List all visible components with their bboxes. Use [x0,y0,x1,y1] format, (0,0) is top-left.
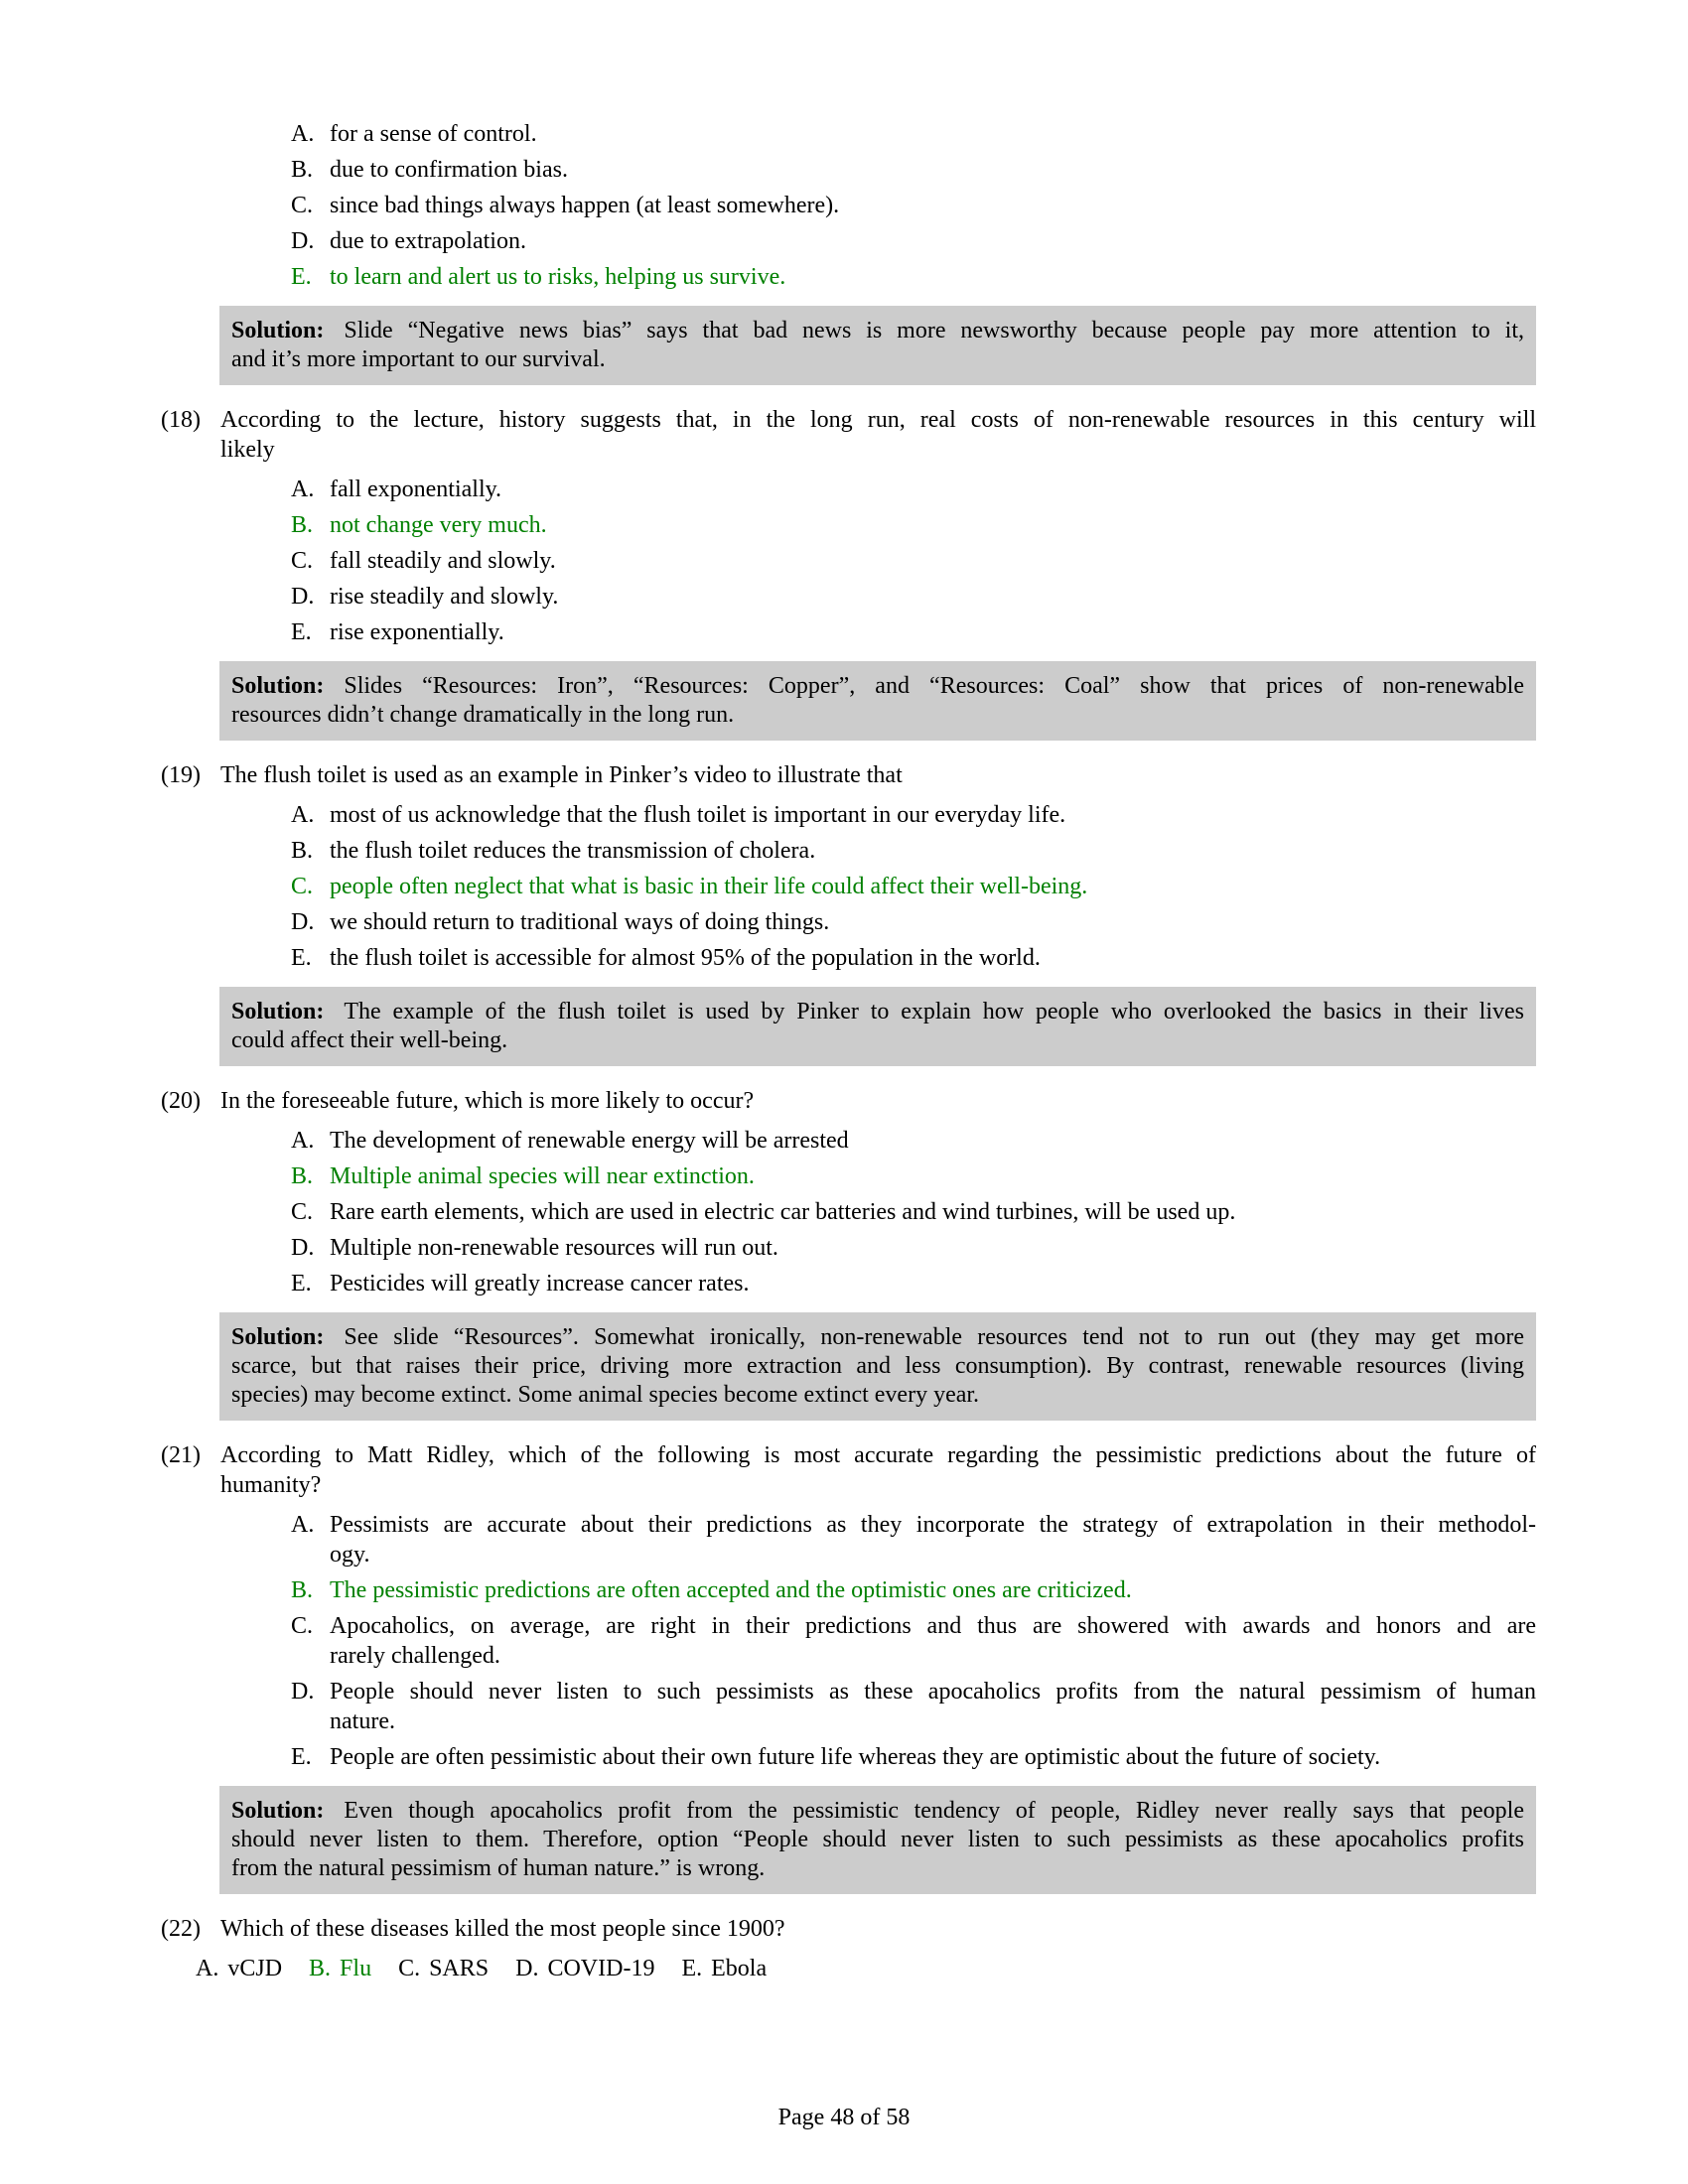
question-text-line: humanity? [220,1472,322,1498]
solution-label: Solution: [231,673,325,699]
question-item [161,405,1536,465]
option-text-line: rise exponentially. [330,619,504,645]
option-text [330,155,1536,185]
option-text-line: People should never listen to such pessimists as these apocaholics profits from the natural pessimism of human [330,1679,1536,1705]
option-text-line: Multiple animal species will near extinction. [330,1163,755,1189]
option-label: E. [291,945,312,971]
option-label: A. [291,1512,315,1538]
option-label: B. [309,1956,332,1981]
option-text-line: Rare earth elements, which are used in electric car batteries and wind turbines, will be used up. [330,1199,1236,1225]
option-label: A. [291,121,315,147]
option-text [330,119,1536,149]
option-text: vCJD [227,1956,283,1981]
option-text [330,1575,1536,1605]
option-item [291,1161,1536,1191]
option-item [291,582,1536,612]
solution-box [219,306,1536,385]
question-number: (21) [161,1442,201,1468]
question-text-line: According to Matt Ridley, which of the following is most accurate regarding the pessimistic predictions about the future of [220,1442,1536,1468]
option-label: E. [291,264,312,290]
question-number: (22) [161,1916,201,1942]
option-text [330,226,1536,256]
option-text: Flu [340,1956,372,1981]
option-label: B. [291,1577,314,1603]
option-text [330,546,1536,576]
solution-text-line: from the natural pessimism of human nature.” is wrong. [231,1855,766,1881]
option-text-line: most of us acknowledge that the flush toilet is important in our everyday life. [330,802,1066,828]
option-item [291,1510,1536,1570]
option-text-line: fall exponentially. [330,477,502,502]
question-item [161,1440,1536,1500]
option-label: C. [291,1613,314,1639]
option-item [291,1233,1536,1263]
option-item [196,1954,282,1983]
option-text [330,872,1536,901]
option-item [291,1126,1536,1156]
option-item [681,1954,767,1983]
options-inline-row [196,1954,1536,1983]
option-text-line: fall steadily and slowly. [330,548,556,574]
option-text [330,475,1536,504]
option-item [291,836,1536,866]
option-text [330,1197,1536,1227]
solution-text-line [231,1323,1524,1352]
solution-label: Solution: [231,1324,325,1350]
option-text [330,1161,1536,1191]
question-text-line: Which of these diseases killed the most people since 1900? [220,1916,785,1942]
solution-label: Solution: [231,318,325,343]
option-item [291,943,1536,973]
option-text [330,617,1536,647]
option-text [330,907,1536,937]
option-item [291,1742,1536,1772]
question-text-line: likely [220,437,275,463]
solution-label: Solution: [231,1798,325,1824]
solution-text-line: and it’s more important to our survival. [231,346,606,372]
option-text [330,943,1536,973]
option-label: B. [291,1163,314,1189]
option-label: B. [291,838,314,864]
option-text-line: The development of renewable energy will be arrested [330,1128,849,1154]
solution-text-line: scarce, but that raises their price, driving more extraction and less consumption). By contrast, renewable resources (living [231,1353,1524,1379]
option-text: COVID-19 [547,1956,655,1981]
option-item [291,1269,1536,1298]
question-text-line: According to the lecture, history suggests that, in the long run, real costs of non-renewable resources in this century will [220,407,1536,433]
option-label: A. [196,1956,219,1981]
option-item [291,872,1536,901]
option-label: E. [291,1744,312,1770]
option-text-line: Pessimists are accurate about their predictions as they incorporate the strategy of extrapolation in their methodol- [330,1512,1536,1538]
option-item [291,800,1536,830]
option-text-line: due to confirmation bias. [330,157,568,183]
option-text-line: due to extrapolation. [330,228,526,254]
option-item [291,1197,1536,1227]
option-label: A. [291,1128,315,1154]
question-text [220,1086,1536,1116]
option-label: D. [291,1679,315,1705]
option-label: B. [291,512,314,538]
option-item [309,1954,371,1983]
solution-text-line: species) may become extinct. Some animal species become extinct every year. [231,1382,980,1408]
option-label: B. [291,157,314,183]
option-text [330,510,1536,540]
option-text [330,1611,1536,1671]
page-footer: Page 48 of 58 [777,2105,911,2130]
solution-text: Slides “Resources: Iron”, “Resources: Copper”, and “Resources: Coal” show that prices of non-renewable [344,673,1524,699]
option-label: C. [291,1199,314,1225]
option-item [291,475,1536,504]
option-item [291,262,1536,292]
option-text: Ebola [711,1956,768,1981]
option-text-line: not change very much. [330,512,547,538]
option-label: E. [681,1956,703,1981]
solution-box [219,1312,1536,1421]
option-item [291,1611,1536,1671]
option-item [515,1954,654,1983]
option-text [330,1510,1536,1570]
option-text [330,1269,1536,1298]
option-text [330,191,1536,220]
option-item [291,907,1536,937]
option-label: D. [515,1956,539,1981]
option-text-line: ogy. [330,1542,370,1568]
solution-text: Even though apocaholics profit from the pessimistic tendency of people, Ridley never really says that people [344,1798,1524,1824]
option-text [330,800,1536,830]
option-item [291,155,1536,185]
option-label: D. [291,1235,315,1261]
question-number: (19) [161,762,201,788]
option-label: E. [291,1271,312,1297]
option-text [330,582,1536,612]
option-text [330,836,1536,866]
option-item [398,1954,489,1983]
option-text-line: Multiple non-renewable resources will run out. [330,1235,778,1261]
option-text-line: rarely challenged. [330,1643,500,1669]
solution-box [219,1786,1536,1894]
option-text [330,262,1536,292]
option-text: SARS [429,1956,490,1981]
option-text-line: The pessimistic predictions are often accepted and the optimistic ones are criticized. [330,1577,1132,1603]
solution-text: Slide “Negative news bias” says that bad news is more newsworthy because people pay more attention to it, [344,318,1524,343]
option-label: E. [291,619,312,645]
option-text-line: People are often pessimistic about their own future life whereas they are optimistic about the future of society. [330,1744,1381,1770]
solution-box [219,987,1536,1066]
option-item [291,119,1536,149]
option-label: C. [291,193,314,218]
solution-box [219,661,1536,741]
question-number: (18) [161,407,201,433]
option-text-line: Apocaholics, on average, are right in their predictions and thus are showered with awards and honors and are [330,1613,1536,1639]
option-label: C. [398,1956,421,1981]
option-text [330,1677,1536,1736]
solution-text-line: resources didn’t change dramatically in the long run. [231,702,735,728]
solution-text-line [231,1797,1524,1826]
option-item [291,1677,1536,1736]
option-label: D. [291,584,315,610]
option-text [330,1742,1536,1772]
option-label: D. [291,228,315,254]
question-text-line: In the foreseeable future, which is more likely to occur? [220,1088,755,1114]
solution-text-line: could affect their well-being. [231,1027,508,1053]
option-text-line: Pesticides will greatly increase cancer rates. [330,1271,750,1297]
question-text [220,1914,1536,1944]
option-item [291,1575,1536,1605]
question-item [161,760,1536,790]
option-item [291,226,1536,256]
option-text-line: since bad things always happen (at least somewhere). [330,193,840,218]
question-text [220,760,1536,790]
option-text-line: we should return to traditional ways of doing things. [330,909,830,935]
questions-list [161,119,1536,1989]
solution-text-line [231,317,1524,345]
question-text [220,405,1536,465]
solution-text-line [231,672,1524,701]
question-number: (20) [161,1088,201,1114]
option-item [291,191,1536,220]
option-item [291,546,1536,576]
solution-text: See slide “Resources”. Somewhat ironically, non-renewable resources tend not to run out (they may get more [344,1324,1524,1350]
option-text-line: to learn and alert us to risks, helping us survive. [330,264,786,290]
option-text-line: rise steadily and slowly. [330,584,559,610]
question-text-line: The flush toilet is used as an example in Pinker’s video to illustrate that [220,762,903,788]
solution-text-line [231,998,1524,1026]
option-text [330,1126,1536,1156]
solution-text-line: should never listen to them. Therefore, option “People should never listen to such pessimists as these apocaholics profits [231,1827,1524,1852]
option-item [291,617,1536,647]
option-label: A. [291,802,315,828]
option-label: A. [291,477,315,502]
option-text [330,1233,1536,1263]
option-text-line: the flush toilet reduces the transmission of cholera. [330,838,816,864]
option-text-line: for a sense of control. [330,121,537,147]
option-item [291,510,1536,540]
solution-label: Solution: [231,999,325,1024]
option-label: C. [291,874,314,899]
option-text-line: nature. [330,1708,395,1734]
option-text-line: the flush toilet is accessible for almost 95% of the population in the world. [330,945,1041,971]
option-label: D. [291,909,315,935]
option-label: C. [291,548,314,574]
question-item [161,1914,1536,1944]
solution-text: The example of the flush toilet is used by Pinker to explain how people who overlooked the basics in their lives [344,999,1524,1024]
question-item [161,1086,1536,1116]
option-text-line: people often neglect that what is basic in their life could affect their well-being. [330,874,1088,899]
question-text [220,1440,1536,1500]
